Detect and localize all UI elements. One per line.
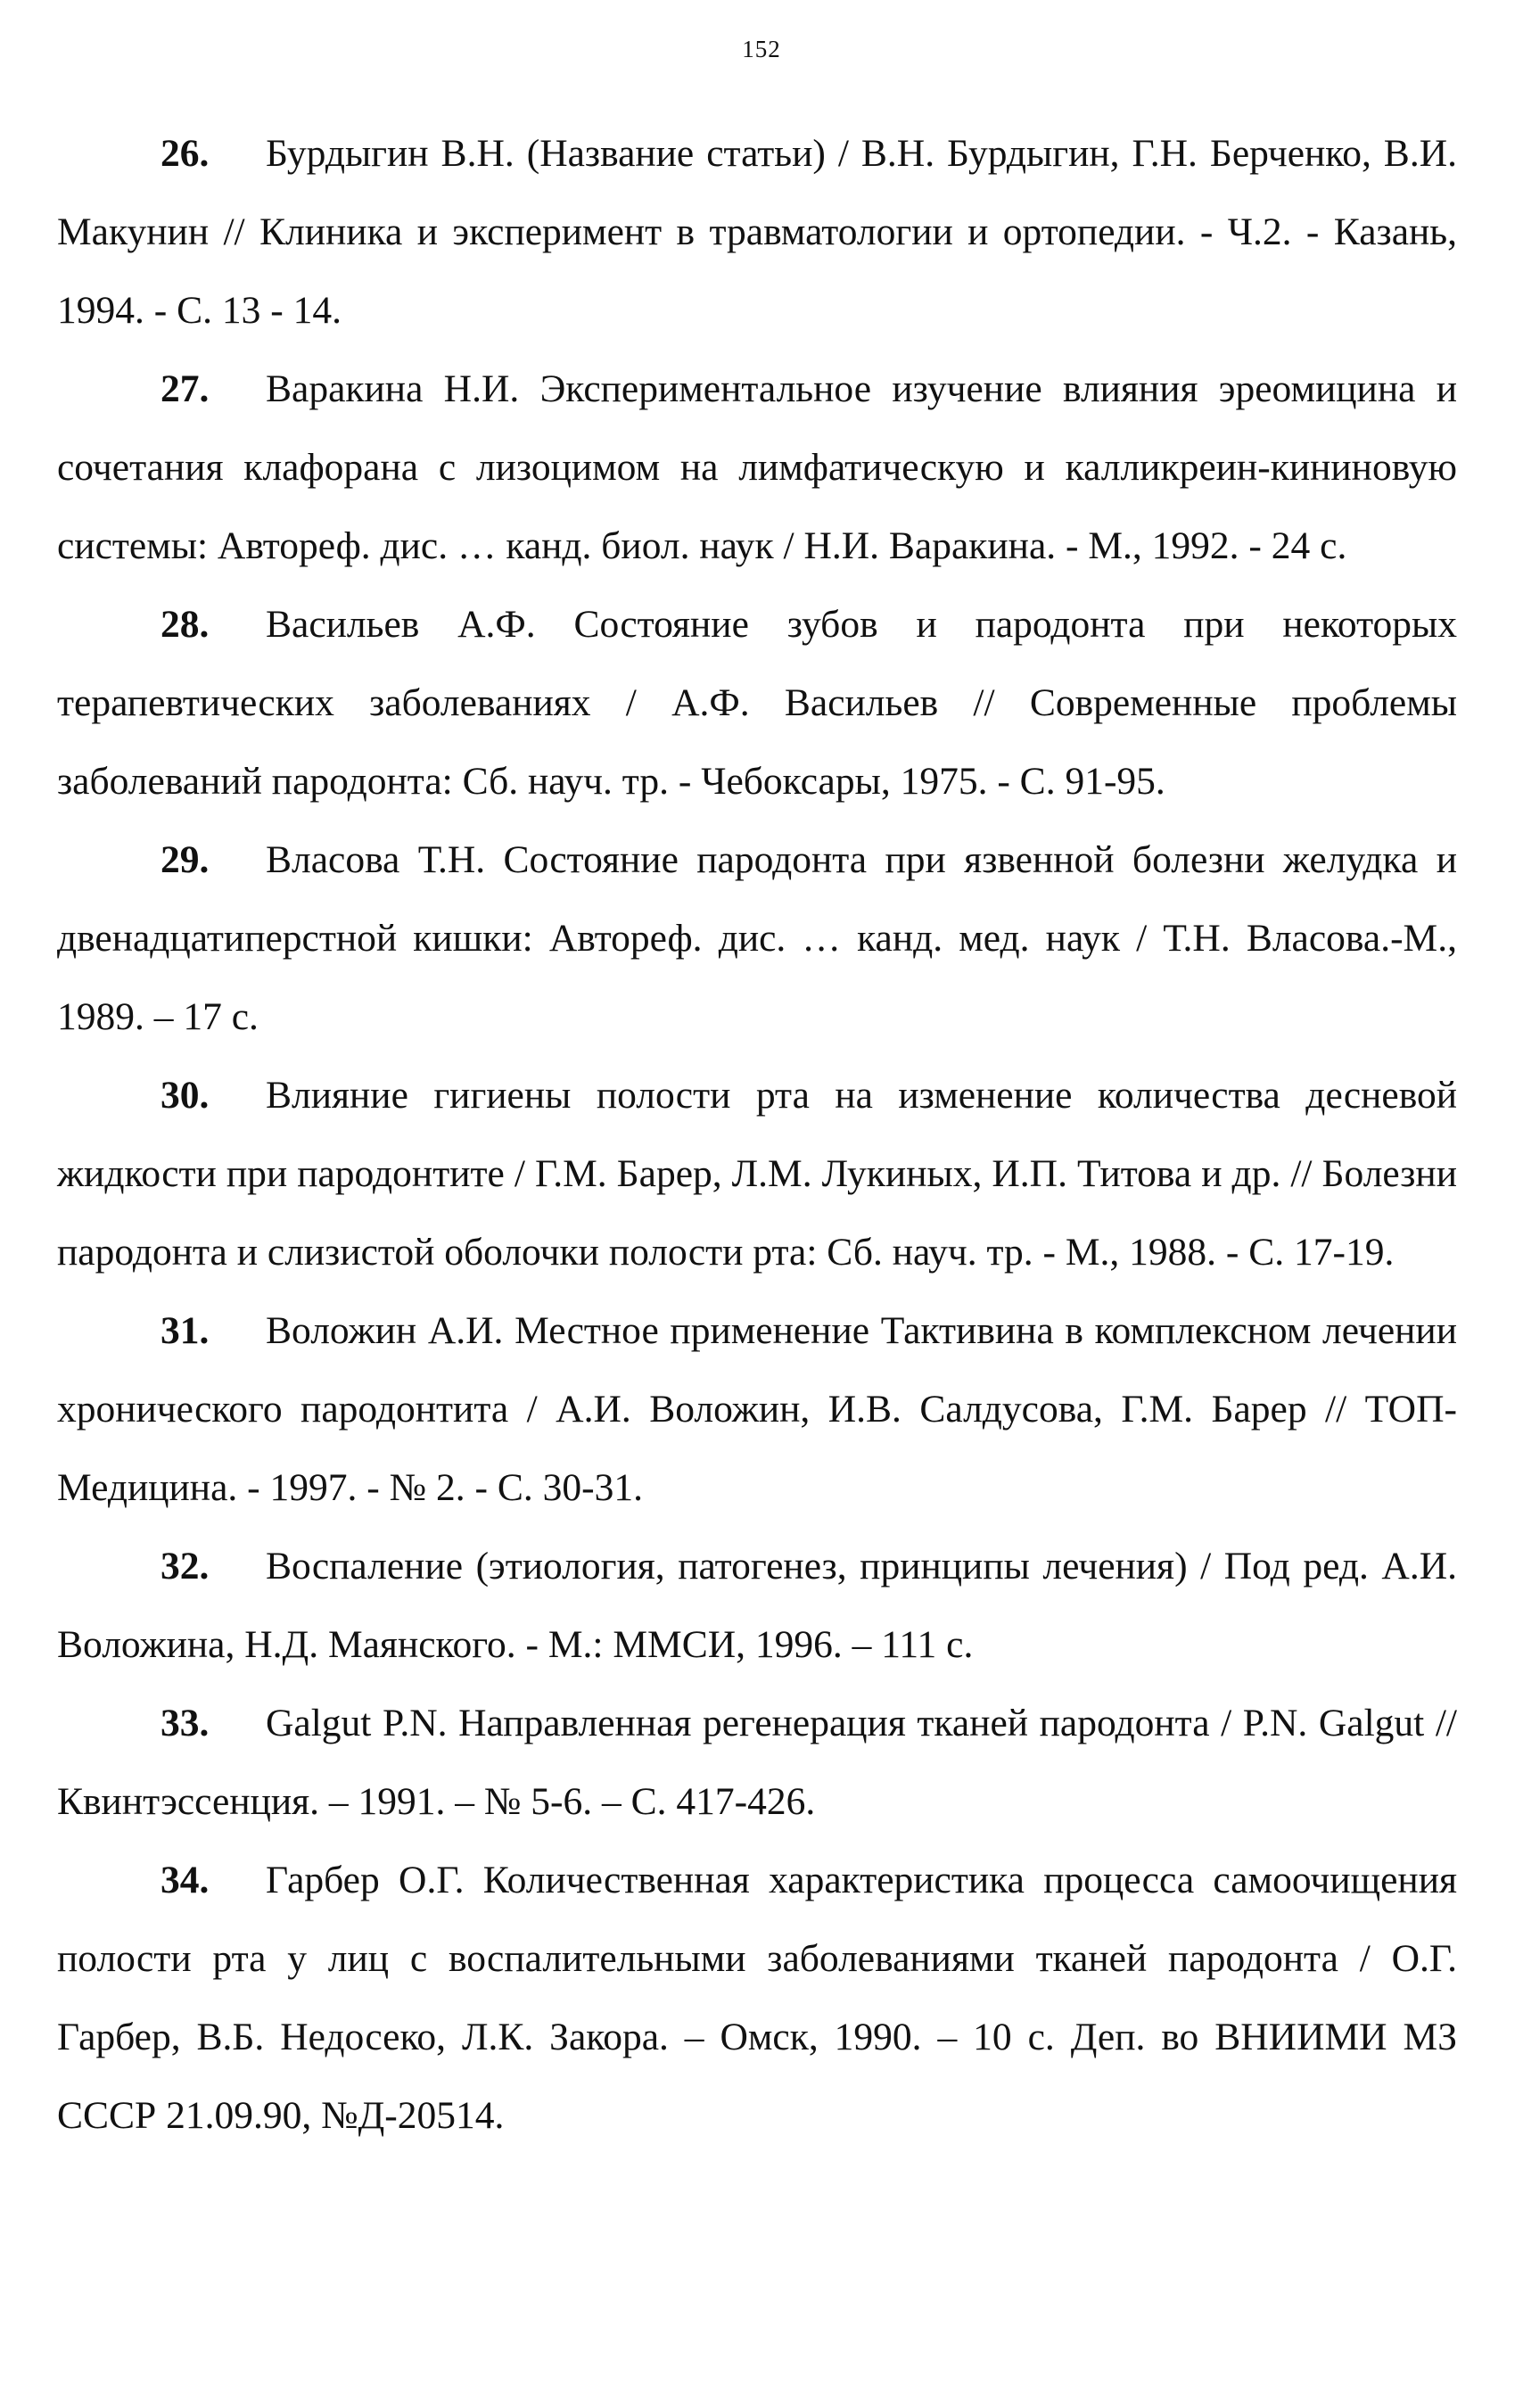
page-number: 152 (742, 36, 781, 62)
reference-text: Влияние гигиены полости рта на изменение количества десневой жидкости при пародонтите / Г.М. Барер, Л.М. Лукиных, И.П. Титова и др. // Болезни пародонта и слизистой оболочки полости рта: Сб. науч. тр. - М., 1988. - С. 17-19. (57, 1074, 1457, 1274)
reference-text: Гарбер О.Г. Количественная характеристика процесса самоочищения полости рта у лиц с воспалительными заболеваниями тканей пародонта / О.Г. Гарбер, В.Б. Недосеко, Л.К. Закора. – Омск, 1990. – 10 с. Деп. во ВНИИМИ МЗ СССР 21.09.90, №Д-20514. (57, 1859, 1457, 2137)
reference-text: Власова Т.Н. Состояние пародонта при язвенной болезни желудка и двенадцатиперстной кишки: Автореф. дис. … канд. мед. наук / Т.Н. Власова.-М., 1989. – 17 с. (57, 838, 1457, 1038)
reference-text: Бурдыгин В.Н. (Название статьи) / В.Н. Бурдыгин, Г.Н. Берченко, В.И. Макунин // Клиника и эксперимент в травматологии и ортопедии. - Ч.2. - Казань, 1994. - С. 13 - 14. (57, 132, 1457, 332)
reference-number: 29. (161, 838, 210, 881)
reference-number: 32. (161, 1545, 210, 1587)
reference-item (57, 585, 1457, 821)
reference-list (57, 114, 1457, 2155)
reference-item (57, 114, 1457, 350)
reference-number: 34. (161, 1859, 210, 1901)
reference-number: 30. (161, 1074, 210, 1117)
reference-text: Васильев А.Ф. Состояние зубов и пародонта при некоторых терапевтических заболеваниях / А.Ф. Васильев // Современные проблемы заболеваний пародонта: Сб. науч. тр. - Чебоксары, 1975. - С. 91-95. (57, 603, 1457, 803)
reference-number: 26. (161, 132, 210, 175)
reference-text: Варакина Н.И. Экспериментальное изучение влияния эреомицина и сочетания клафорана с лизоцимом на лимфатическую и калликреин-кининовую системы: Автореф. дис. … канд. биол. наук / Н.И. Варакина. - М., 1992. - 24 с. (57, 367, 1457, 567)
reference-text: Воспаление (этиология, патогенез, принципы лечения) / Под ред. А.И. Воложина, Н.Д. Маянского. - М.: ММСИ, 1996. – 111 с. (57, 1545, 1457, 1666)
reference-item (57, 1527, 1457, 1684)
reference-item (57, 1291, 1457, 1527)
reference-item (57, 821, 1457, 1056)
reference-item (57, 1841, 1457, 2155)
reference-number: 27. (161, 367, 210, 410)
reference-number: 28. (161, 603, 210, 646)
reference-text: Воложин А.И. Местное применение Тактивина в комплексном лечении хронического пародонтита / А.И. Воложин, И.В. Салдусова, Г.М. Барер // ТОП-Медицина. - 1997. - № 2. - С. 30-31. (57, 1309, 1457, 1509)
reference-number: 31. (161, 1309, 210, 1352)
reference-text: Galgut P.N. Направленная регенерация тканей пародонта / P.N. Galgut // Квинтэссенция. – 1991. – № 5-6. – С. 417-426. (57, 1702, 1457, 1823)
reference-item (57, 1056, 1457, 1291)
reference-item (57, 350, 1457, 585)
reference-number: 33. (161, 1702, 210, 1744)
reference-item (57, 1684, 1457, 1841)
